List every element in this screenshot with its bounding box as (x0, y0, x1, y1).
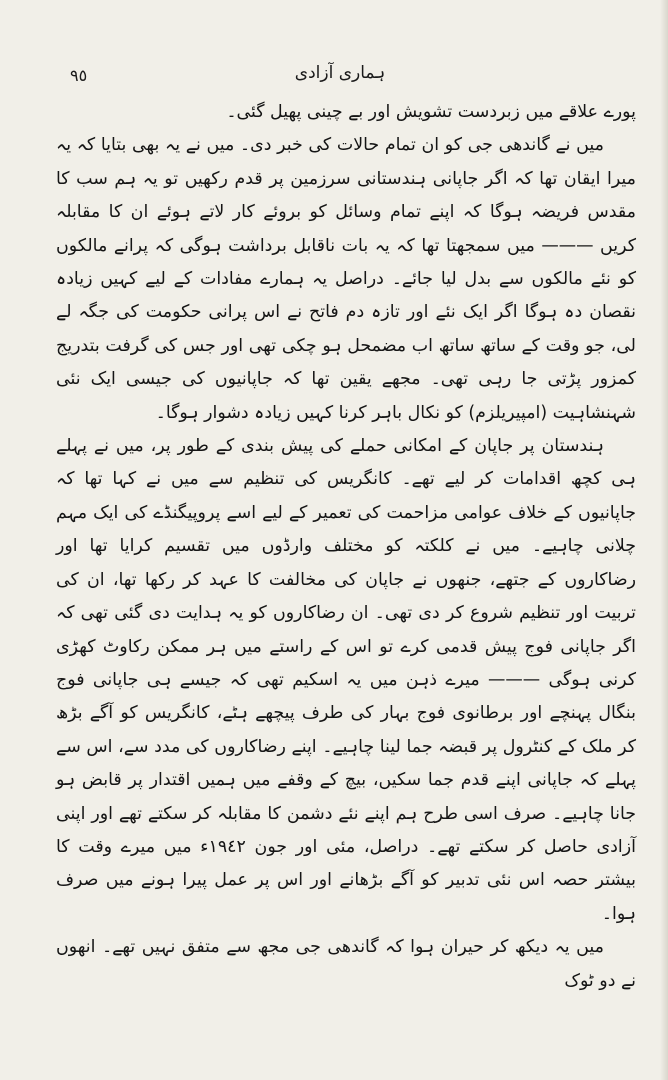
paragraph-4: میں یہ دیکھ کر حیران ہوا کہ گاندھی جی مجھ سے متفق نہیں تھے۔ انھوں نے دو ٹوک (56, 937, 636, 991)
paragraph-3: ہندستان پر جاپان کے امکانی حملے کی پیش بندی کے طور پر، میں نے پہلے ہی کچھ اقدامات کر لیے تھے۔ کانگریس کی تنظیم سے میں نے کہا تھا کہ جاپانیوں کے خلاف عوامی مزاحمت کی تعمیر کے لیے اسے پروپیگنڈے کی ایک مہم چلانی چاہیے۔ میں نے کلکتہ کو مختلف وارڈوں میں تقسیم کرایا تھا اور رضاکاروں کے جتھے، جنھوں نے جاپان کی مخالفت کا عہد کر رکھا تھا، ان کی تربیت اور تنظیم شروع کر دی تھی۔ ان رضاکاروں کو یہ ہدایت دی گئی تھی کہ اگر جاپانی فوج پیش قدمی کرے تو اس کے راستے میں ہر ممکن رکاوٹ کھڑی کرنی ہوگی ——— میرے ذہن میں یہ اسکیم تھی کہ جیسے ہی جاپانی فوج بنگال پہنچے اور برطانوی فوج بہار کی طرف پیچھے ہٹے، کانگریس کو آگے بڑھ کر ملک کے کنٹرول پر قبضہ جما لینا چاہیے۔ اپنے رضاکاروں کی مدد سے، اس سے پہلے کہ جاپانی اپنے قدم جما سکیں، بیچ کے وقفے میں ہمیں اقتدار پر قابض ہو جانا چاہیے۔ صرف اسی طرح ہم اپنے نئے دشمن کا مقابلہ کر سکتے تھے اور اپنی آزادی حاصل کر سکتے تھے۔ دراصل، مئی اور جون ١٩٤٢ء میں میرے وقت کا بیشتر حصہ اس نئی تدبیر کو آگے بڑھانے اور اس پر عمل پیرا ہونے میں صرف ہوا۔ (56, 436, 636, 924)
paragraph-1: پورے علاقے میں زبردست تشویش اور بے چینی پھیل گئی۔ (226, 102, 636, 122)
page-edge-shadow (660, 0, 668, 1080)
paragraph-2: میں نے گاندھی جی کو ان تمام حالات کی خبر دی۔ میں نے یہ بھی بتایا کہ یہ میرا ایقان تھا کہ اگر جاپانی ہندستانی سرزمین پر قدم رکھیں تو یہ ہم سب کا مقدس فریضہ ہوگا کہ اپنے تمام وسائل کو بروئے کار لاتے ہوئے ان کا مقابلہ کریں ——— میں سمجھتا تھا کہ یہ بات ناقابل برداشت ہوگی کہ پرانے مالکوں کو نئے مالکوں سے بدل لیا جائے۔ دراصل یہ ہمارے مفادات کے لیے کہیں زیادہ نقصان دہ ہوگا اگر ایک نئے اور تازہ دم فاتح نے اس پرانی حکومت کی جگہ لے لی، جو وقت کے ساتھ ساتھ اب مضمحل ہو چکی تھی اور جس کی گرفت بتدریج کمزور پڑتی جا رہی تھی۔ مجھے یقین تھا کہ جاپانیوں کی جیسی ایک نئی شہنشاہیت (امپیریلزم) کو نکال باہر کرنا کہیں زیادہ دشوار ہوگا۔ (56, 135, 636, 423)
page-number: ٩٥ (70, 66, 88, 85)
running-head: ہماری آزادی (294, 63, 386, 83)
body-text (56, 96, 636, 998)
